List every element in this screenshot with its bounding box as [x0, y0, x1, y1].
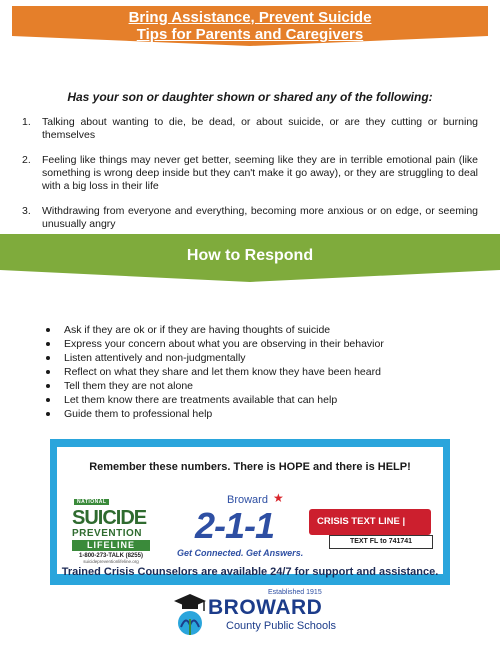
lifeline-national: NATIONAL [74, 499, 109, 505]
star-icon: ★ [273, 491, 284, 505]
lifeline-logo[interactable] [72, 490, 150, 568]
warning-sign-item [20, 116, 478, 142]
two11-logo[interactable] [175, 491, 304, 564]
respond-item: Let them know there are treatments available that can help [44, 393, 484, 407]
header-titles [12, 9, 488, 43]
two11-number: 2-1-1 [195, 505, 275, 546]
resources-inner [57, 447, 443, 574]
warning-signs-list [20, 116, 478, 243]
warning-sign-item [20, 154, 478, 193]
bcps-name: BROWARD [208, 596, 323, 619]
lifeline-lifeline: LIFELINE [72, 540, 150, 551]
bcps-subtitle: County Public Schools [226, 620, 337, 632]
crisis-text-line-logo[interactable] [309, 509, 431, 535]
header-title-line2: Tips for Parents and Caregivers [136, 26, 364, 43]
header-banner [12, 6, 488, 46]
bcps-established: Established 1915 [268, 589, 322, 596]
warning-sign-text: Withdrawing from everyone and everything, becoming more anxious or on edge, or seeming unusually angry [42, 205, 478, 230]
warning-sign-number: 2. [22, 154, 31, 166]
warning-sign-number: 1. [22, 116, 31, 128]
two11-broward: Broward [227, 494, 268, 506]
respond-item: Ask if they are ok or if they are having thoughts of suicide [44, 323, 484, 337]
respond-item: Express your concern about what you are observing in their behavior [44, 337, 484, 351]
respond-item: Listen attentively and non-judgmentally [44, 351, 484, 365]
warning-sign-item [20, 205, 478, 231]
respond-list [44, 323, 484, 421]
header-title-line1: Bring Assistance, Prevent Suicide [128, 9, 372, 26]
warning-sign-number: 3. [22, 205, 31, 217]
respond-title: How to Respond [186, 247, 314, 264]
graduation-cap-icon [172, 589, 208, 637]
trained-counselors-note: Trained Crisis Counselors are available 24/7 for support and assistance. [61, 566, 439, 578]
two11-tagline: Get Connected. Get Answers. [177, 548, 304, 558]
crisis-text-label: CRISIS TEXT LINE | [317, 516, 406, 527]
resources-box [50, 439, 450, 585]
crisis-text-instruction: TEXT FL to 741741 [329, 535, 433, 549]
warning-sign-text: Talking about wanting to die, be dead, or about suicide, or are they cutting or burning themselves [42, 116, 478, 141]
lifeline-suicide: SUICIDE [72, 507, 147, 529]
question-heading: Has your son or daughter shown or shared any of the following: [67, 90, 433, 104]
bcps-logo [172, 589, 352, 641]
respond-item: Tell them they are not alone [44, 379, 484, 393]
lifeline-prevention: PREVENTION [72, 528, 143, 539]
warning-sign-text: Feeling like things may never get better, seeming like they are in terrible emotional pain (like something is wrong deep inside but they can't make it go away), or they are struggling to deal with a big loss in their life [42, 154, 478, 192]
respond-item: Guide them to professional help [44, 407, 484, 421]
lifeline-phone: 1-800-273-TALK (8255) [79, 553, 143, 559]
respond-banner [0, 234, 500, 282]
lifeline-url: suicidepreventionlifeline.org [83, 559, 139, 564]
remember-heading: Remember these numbers. There is HOPE and there is HELP! [89, 461, 411, 473]
respond-item: Reflect on what they share and let them know they have been heard [44, 365, 484, 379]
